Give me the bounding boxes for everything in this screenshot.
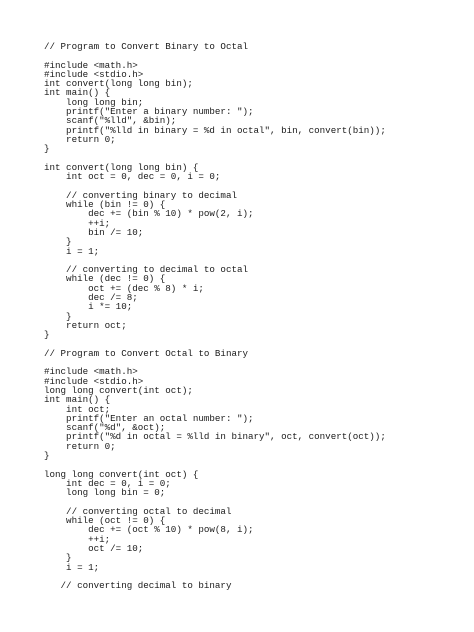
code-line: long long bin; — [44, 96, 144, 108]
code-line: while (oct != 0) { — [44, 515, 166, 527]
code-line: i = 1; — [44, 245, 100, 257]
code-line: printf("Enter a binary number: "); — [44, 106, 254, 118]
code-line: dec += (oct % 10) * pow(8, i); — [44, 524, 254, 536]
code-line: i = 1; — [44, 561, 100, 573]
code-line: ++i; — [44, 533, 111, 545]
code-line: int main() { — [44, 394, 111, 406]
code-line: // converting to decimal to octal — [44, 264, 248, 276]
code-line: return 0; — [44, 133, 116, 145]
code-line: } — [44, 329, 50, 341]
code-line: long long convert(int oct); — [44, 384, 193, 396]
code-listing — [44, 42, 386, 591]
code-line: int main() { — [44, 87, 111, 99]
code-line: bin /= 10; — [44, 226, 144, 238]
code-line: printf("%d in octal = %lld in binary", oct, convert(oct)); — [44, 431, 386, 443]
code-line: return 0; — [44, 440, 116, 452]
code-line: while (bin != 0) { — [44, 199, 166, 211]
code-line: } — [44, 552, 72, 564]
code-line: scanf("%lld", &bin); — [44, 115, 177, 127]
code-line: ++i; — [44, 217, 111, 229]
code-line: int convert(long long bin); — [44, 78, 193, 90]
code-line: } — [44, 143, 50, 155]
code-line: // Program to Convert Octal to Binary — [44, 347, 248, 359]
code-line: i *= 10; — [44, 301, 133, 313]
code-line: long long convert(int oct) { — [44, 468, 199, 480]
code-line: int oct = 0, dec = 0, i = 0; — [44, 171, 221, 183]
code-line: int oct; — [44, 403, 111, 415]
code-line: printf("Enter an octal number: "); — [44, 412, 254, 424]
code-line: dec /= 8; — [44, 292, 138, 304]
code-line: oct += (dec % 8) * i; — [44, 282, 204, 294]
code-line: // Program to Convert Binary to Octal — [44, 41, 248, 52]
code-line: dec += (bin % 10) * pow(2, i); — [44, 208, 254, 220]
code-line: oct /= 10; — [44, 543, 144, 555]
code-line: #include <stdio.h> — [44, 68, 144, 80]
code-line: } — [44, 450, 50, 462]
code-line: } — [44, 236, 72, 248]
code-line: #include <stdio.h> — [44, 375, 144, 387]
code-line: // converting octal to decimal — [44, 505, 232, 517]
code-line: long long bin = 0; — [44, 487, 166, 499]
code-line: // converting binary to decimal — [44, 189, 237, 201]
code-line: printf("%lld in binary = %d in octal", bin, convert(bin)); — [44, 124, 386, 136]
code-line: scanf("%d", &oct); — [44, 422, 166, 434]
code-line: // converting decimal to binary — [44, 580, 232, 592]
code-line: #include <math.h> — [44, 366, 138, 378]
code-line: int convert(long long bin) { — [44, 161, 199, 173]
code-line: return oct; — [44, 319, 127, 331]
code-line: #include <math.h> — [44, 59, 138, 71]
code-line: } — [44, 310, 72, 322]
code-line: while (dec != 0) { — [44, 273, 166, 285]
code-line: int dec = 0, i = 0; — [44, 477, 171, 489]
